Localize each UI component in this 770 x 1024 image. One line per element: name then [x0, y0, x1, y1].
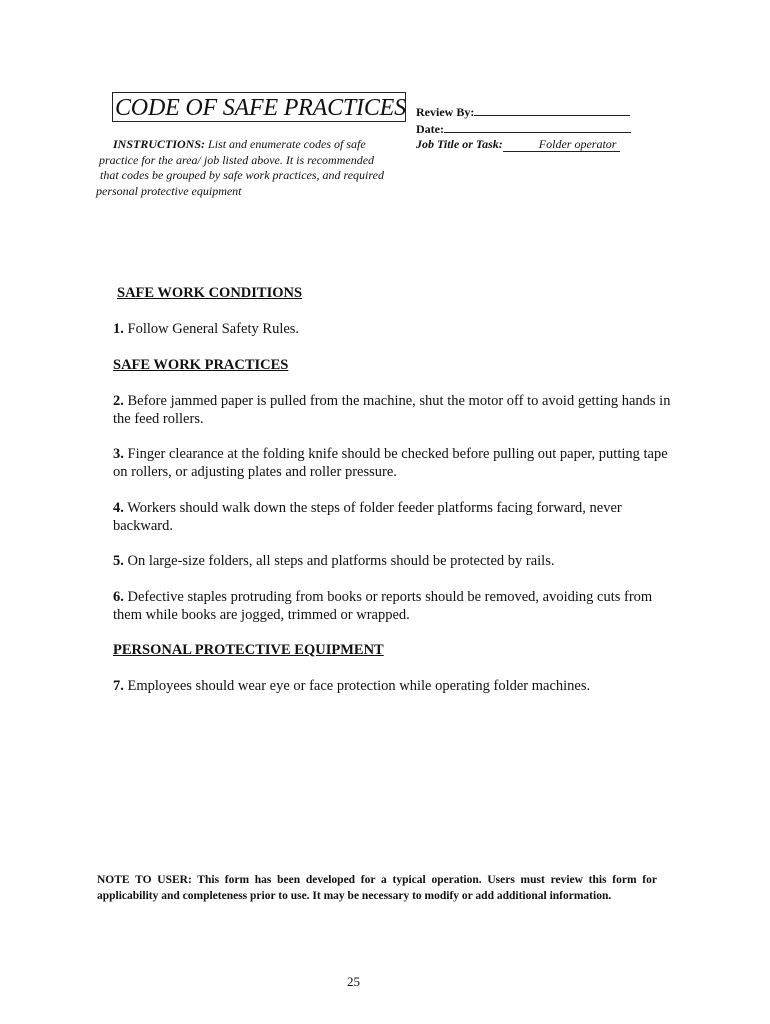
- item-number: 5.: [113, 553, 124, 569]
- item-number: 3.: [113, 446, 124, 462]
- date-field[interactable]: [444, 121, 631, 133]
- instructions-line-4: personal protective equipment: [96, 183, 242, 198]
- list-item: [113, 589, 673, 624]
- instructions-line-1-text: List and enumerate codes of safe: [205, 137, 366, 151]
- job-title-field[interactable]: Folder operator: [503, 138, 621, 152]
- heading-personal-protective-equipment: PERSONAL PROTECTIVE EQUIPMENT: [113, 642, 384, 658]
- note-to-user: NOTE TO USER: This form has been developed for a typical operation. Users must review this form for applicability and completeness prior to use. It may be necessary to modify or add additional information.: [97, 874, 657, 902]
- item-text: Before jammed paper is pulled from the machine, shut the motor off to avoid getting hands in the feed rollers.: [113, 393, 671, 427]
- list-item: [113, 321, 673, 339]
- review-by-label: Review By:: [416, 105, 475, 119]
- list-item: [113, 500, 673, 535]
- list-item: [113, 446, 673, 481]
- page-title: CODE OF SAFE PRACTICES: [115, 95, 406, 121]
- instructions-line-3: that codes be grouped by safe work practices, and required: [100, 168, 384, 182]
- review-block: [416, 104, 631, 153]
- item-number: 2.: [113, 393, 124, 409]
- job-title-row: [416, 137, 631, 153]
- job-title-label: Job Title or Task:: [416, 137, 503, 151]
- item-number: 1.: [113, 321, 124, 337]
- item-text: Employees should wear eye or face protection while operating folder machines.: [123, 678, 591, 694]
- item-text: Follow General Safety Rules.: [123, 321, 300, 337]
- item-text: Workers should walk down the steps of folder feeder platforms facing forward, never backward.: [113, 500, 622, 534]
- list-item: [113, 678, 673, 696]
- item-text: Defective staples protruding from books or reports should be removed, avoiding cuts from them while books are jogged, trimmed or wrapped.: [113, 589, 653, 623]
- item-number: 6.: [113, 589, 124, 605]
- item-text: Finger clearance at the folding knife should be checked before pulling out paper, putting tape on rollers, or adjusting plates and roller pressure.: [113, 446, 668, 480]
- instructions-line-2: practice for the area/ job listed above. It is recommended: [99, 152, 375, 167]
- instructions-lead: INSTRUCTIONS:: [113, 137, 206, 151]
- heading-safe-work-conditions: SAFE WORK CONDITIONS: [117, 285, 303, 301]
- item-number: 7.: [113, 678, 124, 694]
- page-number: 25: [347, 974, 360, 989]
- instructions: [96, 137, 406, 199]
- review-by-row: [416, 104, 631, 121]
- heading-safe-work-practices: SAFE WORK PRACTICES: [113, 357, 289, 373]
- item-text: On large-size folders, all steps and platforms should be protected by rails.: [123, 553, 555, 569]
- instructions-line-1: [96, 137, 406, 153]
- title-box: [112, 92, 406, 122]
- review-by-field[interactable]: [474, 104, 630, 116]
- date-label: Date:: [416, 121, 444, 136]
- item-number: 4.: [113, 500, 124, 516]
- list-item: [113, 393, 673, 428]
- date-row: [416, 121, 631, 138]
- list-item: [113, 553, 673, 571]
